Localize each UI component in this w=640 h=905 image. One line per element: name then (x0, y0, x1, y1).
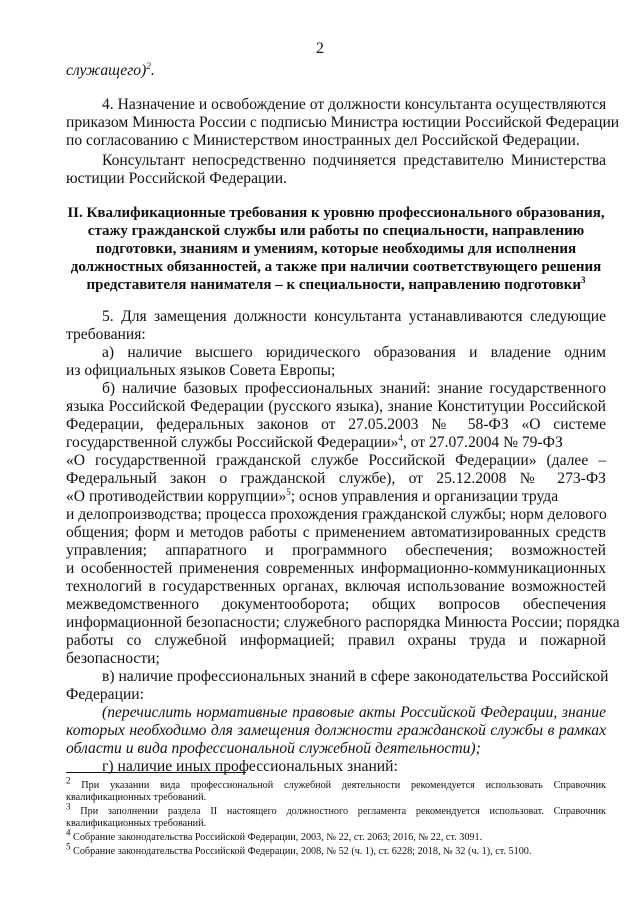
text-line: (перечислить нормативные правовые акты Российской Федерации, знание (102, 704, 606, 721)
footnote-ref: 4 (398, 432, 403, 443)
text-line: в) наличие профессиональных знаний в сфере законодательства Российской (102, 668, 609, 685)
footnote: $^4$ Собрание законодательства Российской Федерации, 2003, № 22, ст. 2063; 2016, № 22, ст. 3091. (66, 827, 483, 843)
footnote: квалификационных требований. (66, 818, 207, 829)
text-line: и делопроизводства; процесса прохождения гражданской службы; норм делового (66, 506, 607, 523)
text-line: приказом Минюста России с подписью Министра юстиции Российской Федерации (66, 114, 620, 131)
text-line: межведомственного документооборота; общих вопросов обеспечения (66, 596, 606, 613)
text-line: управления; аппаратного и программного обеспечения; возможностей (66, 542, 606, 559)
text-line: «О противодействии коррупции»$^5$; основ управления и организации труда (66, 486, 559, 505)
text-line: Консультант непосредственно подчиняется представителю Министерства (102, 152, 606, 169)
section-heading: подготовки, знаниям и умениям, которые необходимы для исполнения (95, 241, 577, 257)
text-line: требования: (66, 326, 146, 343)
text-line: общения; форм и методов работы с применением автоматизированных средств (66, 524, 606, 541)
text-line: государственной службы Российской Федерации»$^4$, от 27.07.2004 № 79-ФЗ (66, 432, 563, 451)
footnote: квалификационных требований. (66, 792, 207, 803)
footnote: $^5$ Собрание законодательства Российской Федерации, 2008, № 52 (ч. 1), ст. 6228; 2018, № 32 (ч. 1), ст. 5100. (66, 841, 532, 857)
footnote-ref: 3 (581, 275, 586, 285)
footnote-ref: 5 (286, 486, 291, 497)
text-line: а) наличие высшего юридического образования и владение одним (102, 344, 606, 361)
text-line: юстиции Российской Федерации. (66, 170, 287, 187)
text-line: по согласованию с Министерством иностранных дел Российской Федерации. (66, 132, 580, 149)
text-line: Федеральный закон о гражданской службе), от 25.12.2008 № 273-ФЗ (66, 470, 606, 487)
text-line: безопасности; (66, 650, 160, 667)
text-line: 5. Для замещения должности консультанта устанавливаются следующие (102, 308, 606, 325)
text-line: служащего)$^2$. (66, 60, 155, 79)
text-line: г) наличие иных профессиональных знаний: (66, 758, 606, 776)
text-line: которых необходимо для замещения должности гражданской службы в рамках (66, 722, 606, 739)
footnote: $^2$ При указании вида профессиональной служебной деятельности рекомендуется использовать Справочник (66, 775, 606, 791)
text-line: из официальных языков Совета Европы; (66, 362, 336, 379)
text-line: и особенностей применения современных информационно-коммуникационных (66, 560, 606, 577)
footnote-ref: 2 (146, 60, 151, 71)
text-line: Федерации: (66, 686, 144, 703)
text-line: работы со служебной информацией; правил охраны труда и пожарной (66, 632, 606, 649)
text-line: «О государственной гражданской службе Российской Федерации» (далее – (66, 452, 606, 469)
footnote: $^3$ При заполнении раздела II настоящего должностного регламента рекомендуется использоват. Справочник (66, 801, 606, 817)
section-heading: должностных обязанностей, а также при наличии соответствующего решения (70, 259, 602, 275)
section-heading: представителя нанимателя – к специальности, направлению подготовки$^3$ (86, 275, 586, 293)
text-line: языка Российской Федерации (русского языка), знание Конституции Российской (66, 398, 606, 415)
text-line: области и вида профессиональной служебной деятельности); (66, 740, 481, 757)
footnote-divider (66, 772, 246, 773)
text-line: 4. Назначение и освобождение от должности консультанта осуществляются (102, 96, 607, 113)
page-number: 2 (316, 40, 324, 57)
text-line: информационной безопасности; служебного распорядка Минюста России; порядка (66, 614, 620, 631)
text-line: технологий в государственных органах, включая использование возможностей (66, 578, 606, 595)
text-line: Федерации, федеральных законов от 27.05.2003 № 58-ФЗ «О системе (66, 416, 606, 433)
section-heading: стажу гражданской службы или работы по специальности, направлению (87, 223, 585, 239)
section-heading: II. Квалификационные требования к уровню профессионального образования, (67, 205, 605, 221)
text-line: б) наличие базовых профессиональных знаний: знание государственного (102, 380, 606, 397)
